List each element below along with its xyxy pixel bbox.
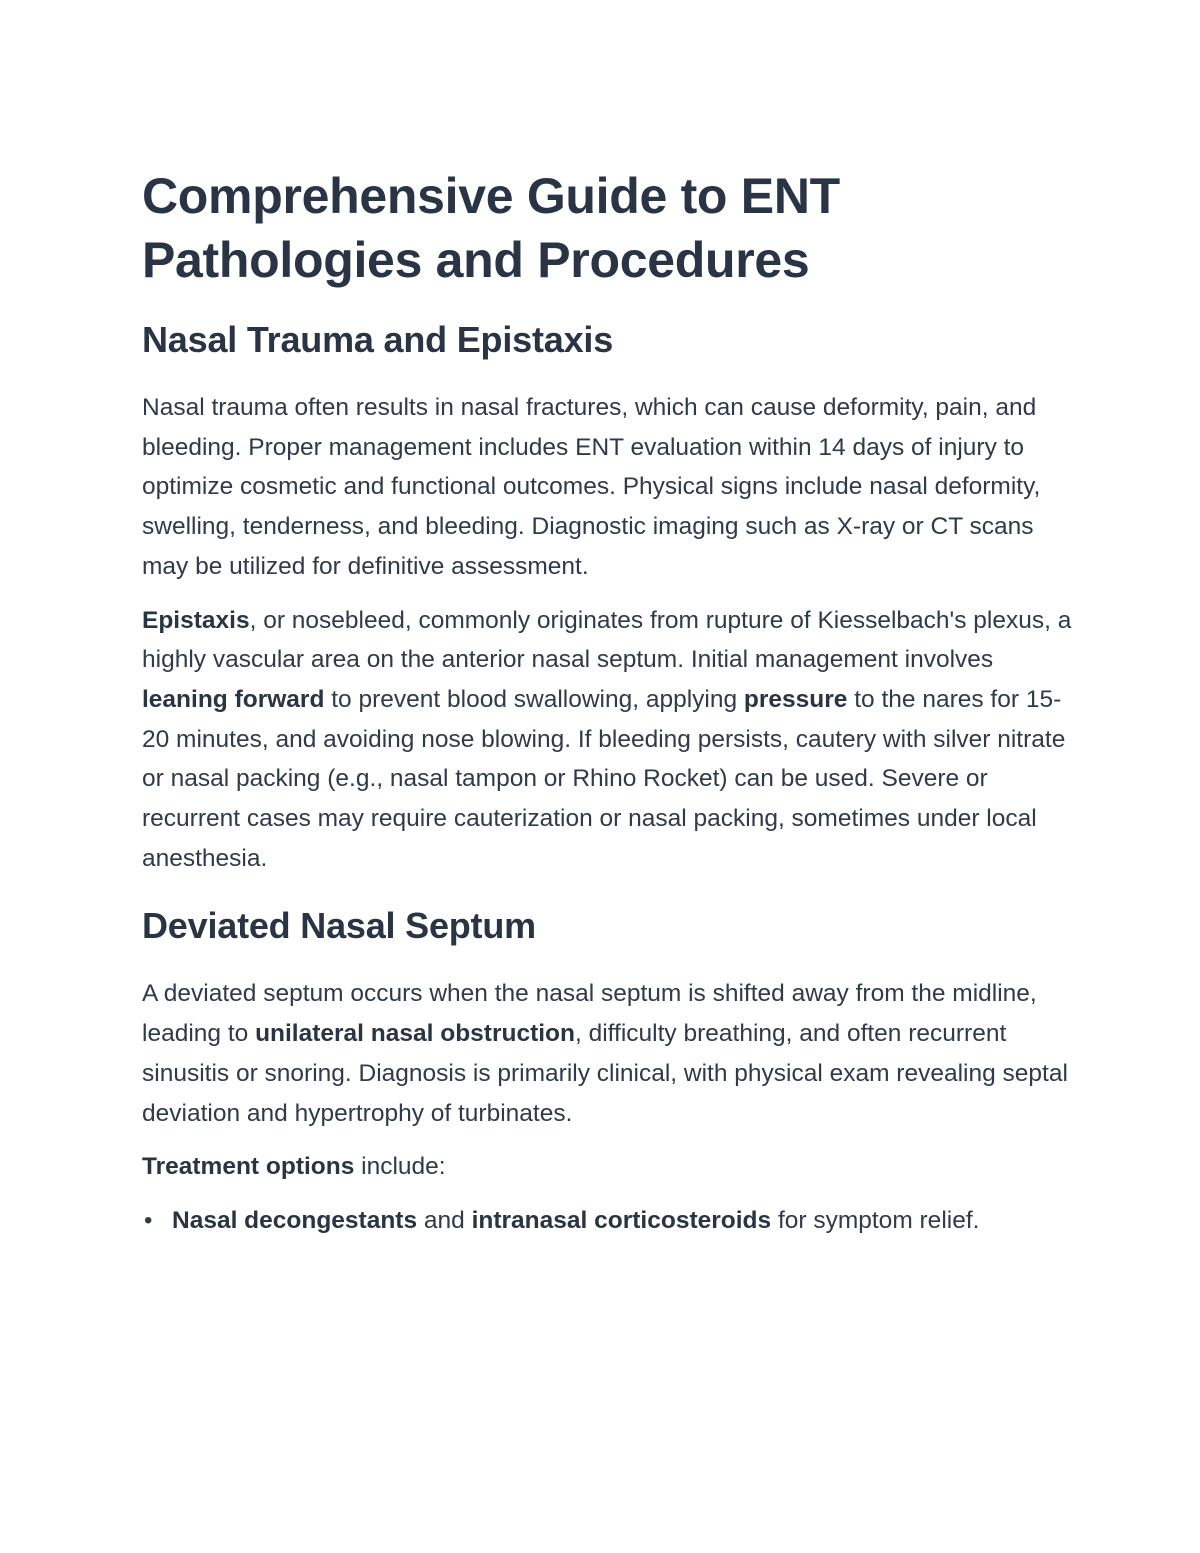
section-heading-nasal-trauma: Nasal Trauma and Epistaxis [142,319,614,360]
text-span: , or nosebleed, commonly originates from rupture of Kiesselbach's plexus, a highly vascular area on the anterior nasal septum. Initial management involves [142,606,1072,674]
bullet-icon: • [144,1206,153,1234]
text-span: to the nares for 15-20 minutes, and avoiding nose blowing. If bleeding persists, cautery with silver nitrate or nasal packing (e.g., nasal tampon or Rhino Rocket) can be used. Severe or recurrent cases may require cauterization or nasal packing, sometimes under local anesthesia. [142,685,1066,872]
text-span: , difficulty breathing, and often recurrent sinusitis or snoring. Diagnosis is primarily clinical, with physical exam revealing septal deviation and hypertrophy of turbinates. [142,1020,1068,1127]
text-span: and [417,1206,472,1234]
bold-term-corticosteroids: intranasal corticosteroids [471,1206,772,1234]
paragraph-nasal-trauma: Nasal trauma often results in nasal fractures, which can cause deformity, pain, and bleeding. Proper management includes ENT evaluation within 14 days of injury to optimize cosmetic and functional outcomes. Physical signs include nasal deformity, swelling, tenderness, and bleeding. Diagnostic imaging such as X-ray or CT scans may be utilized for definitive assessment. [142,394,1041,580]
text-span: to prevent blood swallowing, applying [324,685,744,713]
bold-term-leaning-forward: leaning forward [142,685,325,713]
title-line-2: Pathologies and Procedures [142,232,810,288]
bold-term-decongestants: Nasal decongestants [172,1206,418,1234]
text-span: for symptom relief. [771,1206,980,1234]
document-page [142,164,1072,1241]
treatment-list [142,1201,1072,1241]
text-span: include: [354,1153,446,1181]
bold-term-unilateral-obstruction: unilateral nasal obstruction [255,1020,575,1048]
text-span: A deviated septum occurs when the nasal septum is shifted away from the midline, leading to [142,980,1037,1048]
paragraph-treatment-intro [142,1147,1072,1187]
section-heading-deviated-septum: Deviated Nasal Septum [142,905,536,947]
bold-term-treatment-options: Treatment options [142,1153,355,1181]
title-line-1: Comprehensive Guide to ENT [142,168,840,224]
bold-term-epistaxis: Epistaxis [142,606,250,634]
bold-term-pressure: pressure [743,685,848,713]
list-item [142,1201,1072,1241]
paragraph-epistaxis [142,601,1072,879]
page-title [142,164,1072,292]
paragraph-deviated-septum [142,974,1072,1133]
